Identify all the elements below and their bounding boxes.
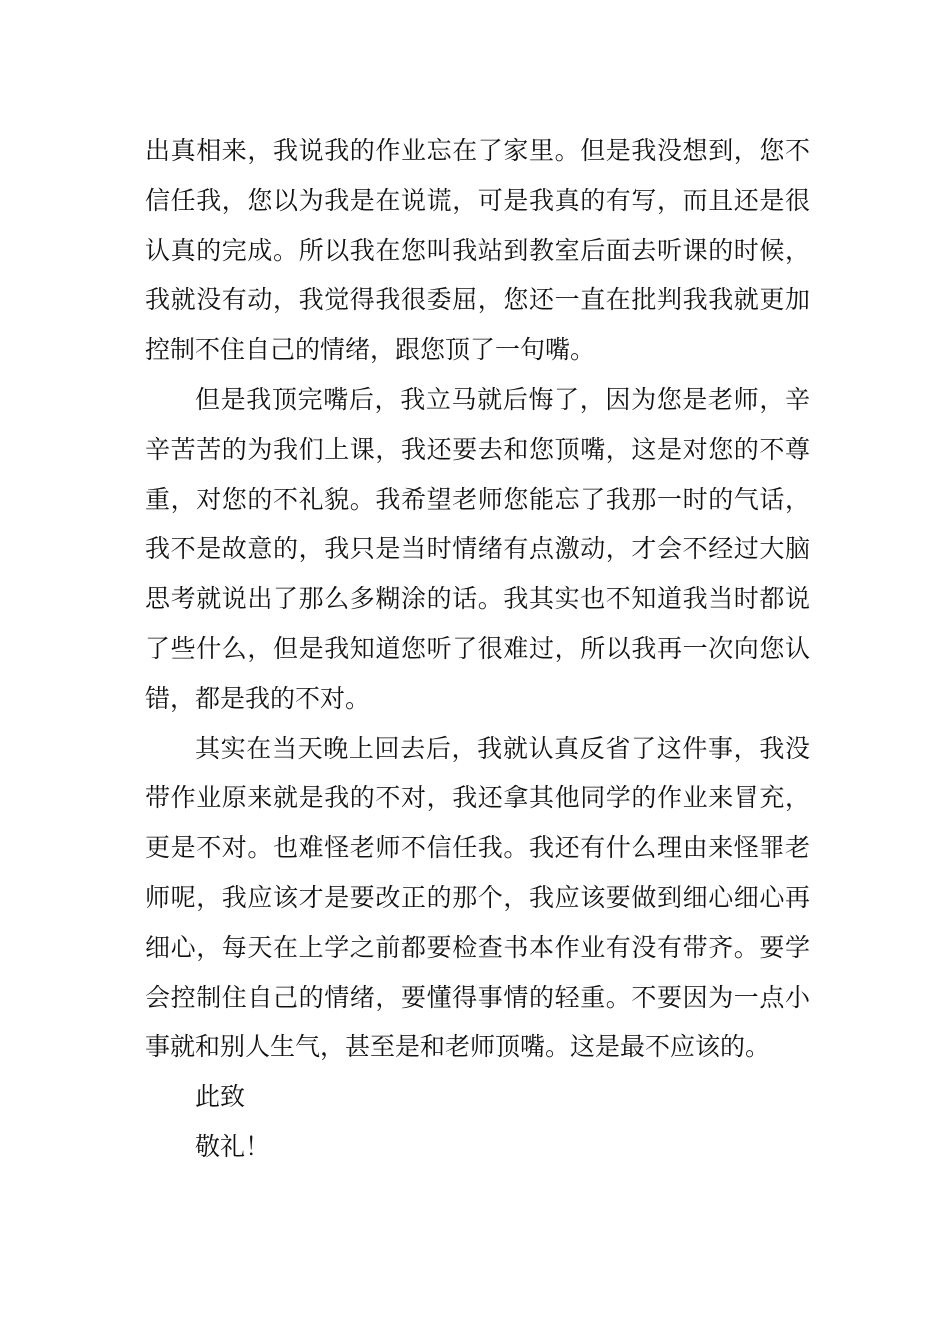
document-body: [145, 126, 810, 1172]
paragraph-1: 出真相来，我说我的作业忘在了家里。但是我没想到，您不信任我，您以为我是在说谎，可是我真的有写，而且还是很认真的完成。所以我在您叫我站到教室后面去听课的时候，我就没有动，我觉得我很委屈，您还一直在批判我我就更加控制不住自己的情绪，跟您顶了一句嘴。: [145, 136, 810, 365]
closing-regards: 敬礼！: [195, 1131, 271, 1161]
paragraph-2: 但是我顶完嘴后，我立马就后悔了，因为您是老师，辛辛苦苦的为我们上课，我还要去和您顶嘴，这是对您的不尊重，对您的不礼貌。我希望老师您能忘了我那一时的气话，我不是故意的，我只是当时情绪有点激动，才会不经过大脑思考就说出了那么多糊涂的话。我其实也不知道我当时都说了些什么，但是我知道您听了很难过，所以我再一次向您认错，都是我的不对。: [145, 384, 810, 713]
closing-salutation: 此致: [195, 1082, 246, 1112]
paragraph-3: 其实在当天晚上回去后，我就认真反省了这件事，我没带作业原来就是我的不对，我还拿其他同学的作业来冒充，更是不对。也难怪老师不信任我。我还有什么理由来怪罪老师呢，我应该才是要改正的那个，我应该要做到细心细心再细心，每天在上学之前都要检查书本作业有没有带齐。要学会控制住自己的情绪，要懂得事情的轻重。不要因为一点小事就和别人生气，甚至是和老师顶嘴。这是最不应该的。: [145, 733, 810, 1062]
